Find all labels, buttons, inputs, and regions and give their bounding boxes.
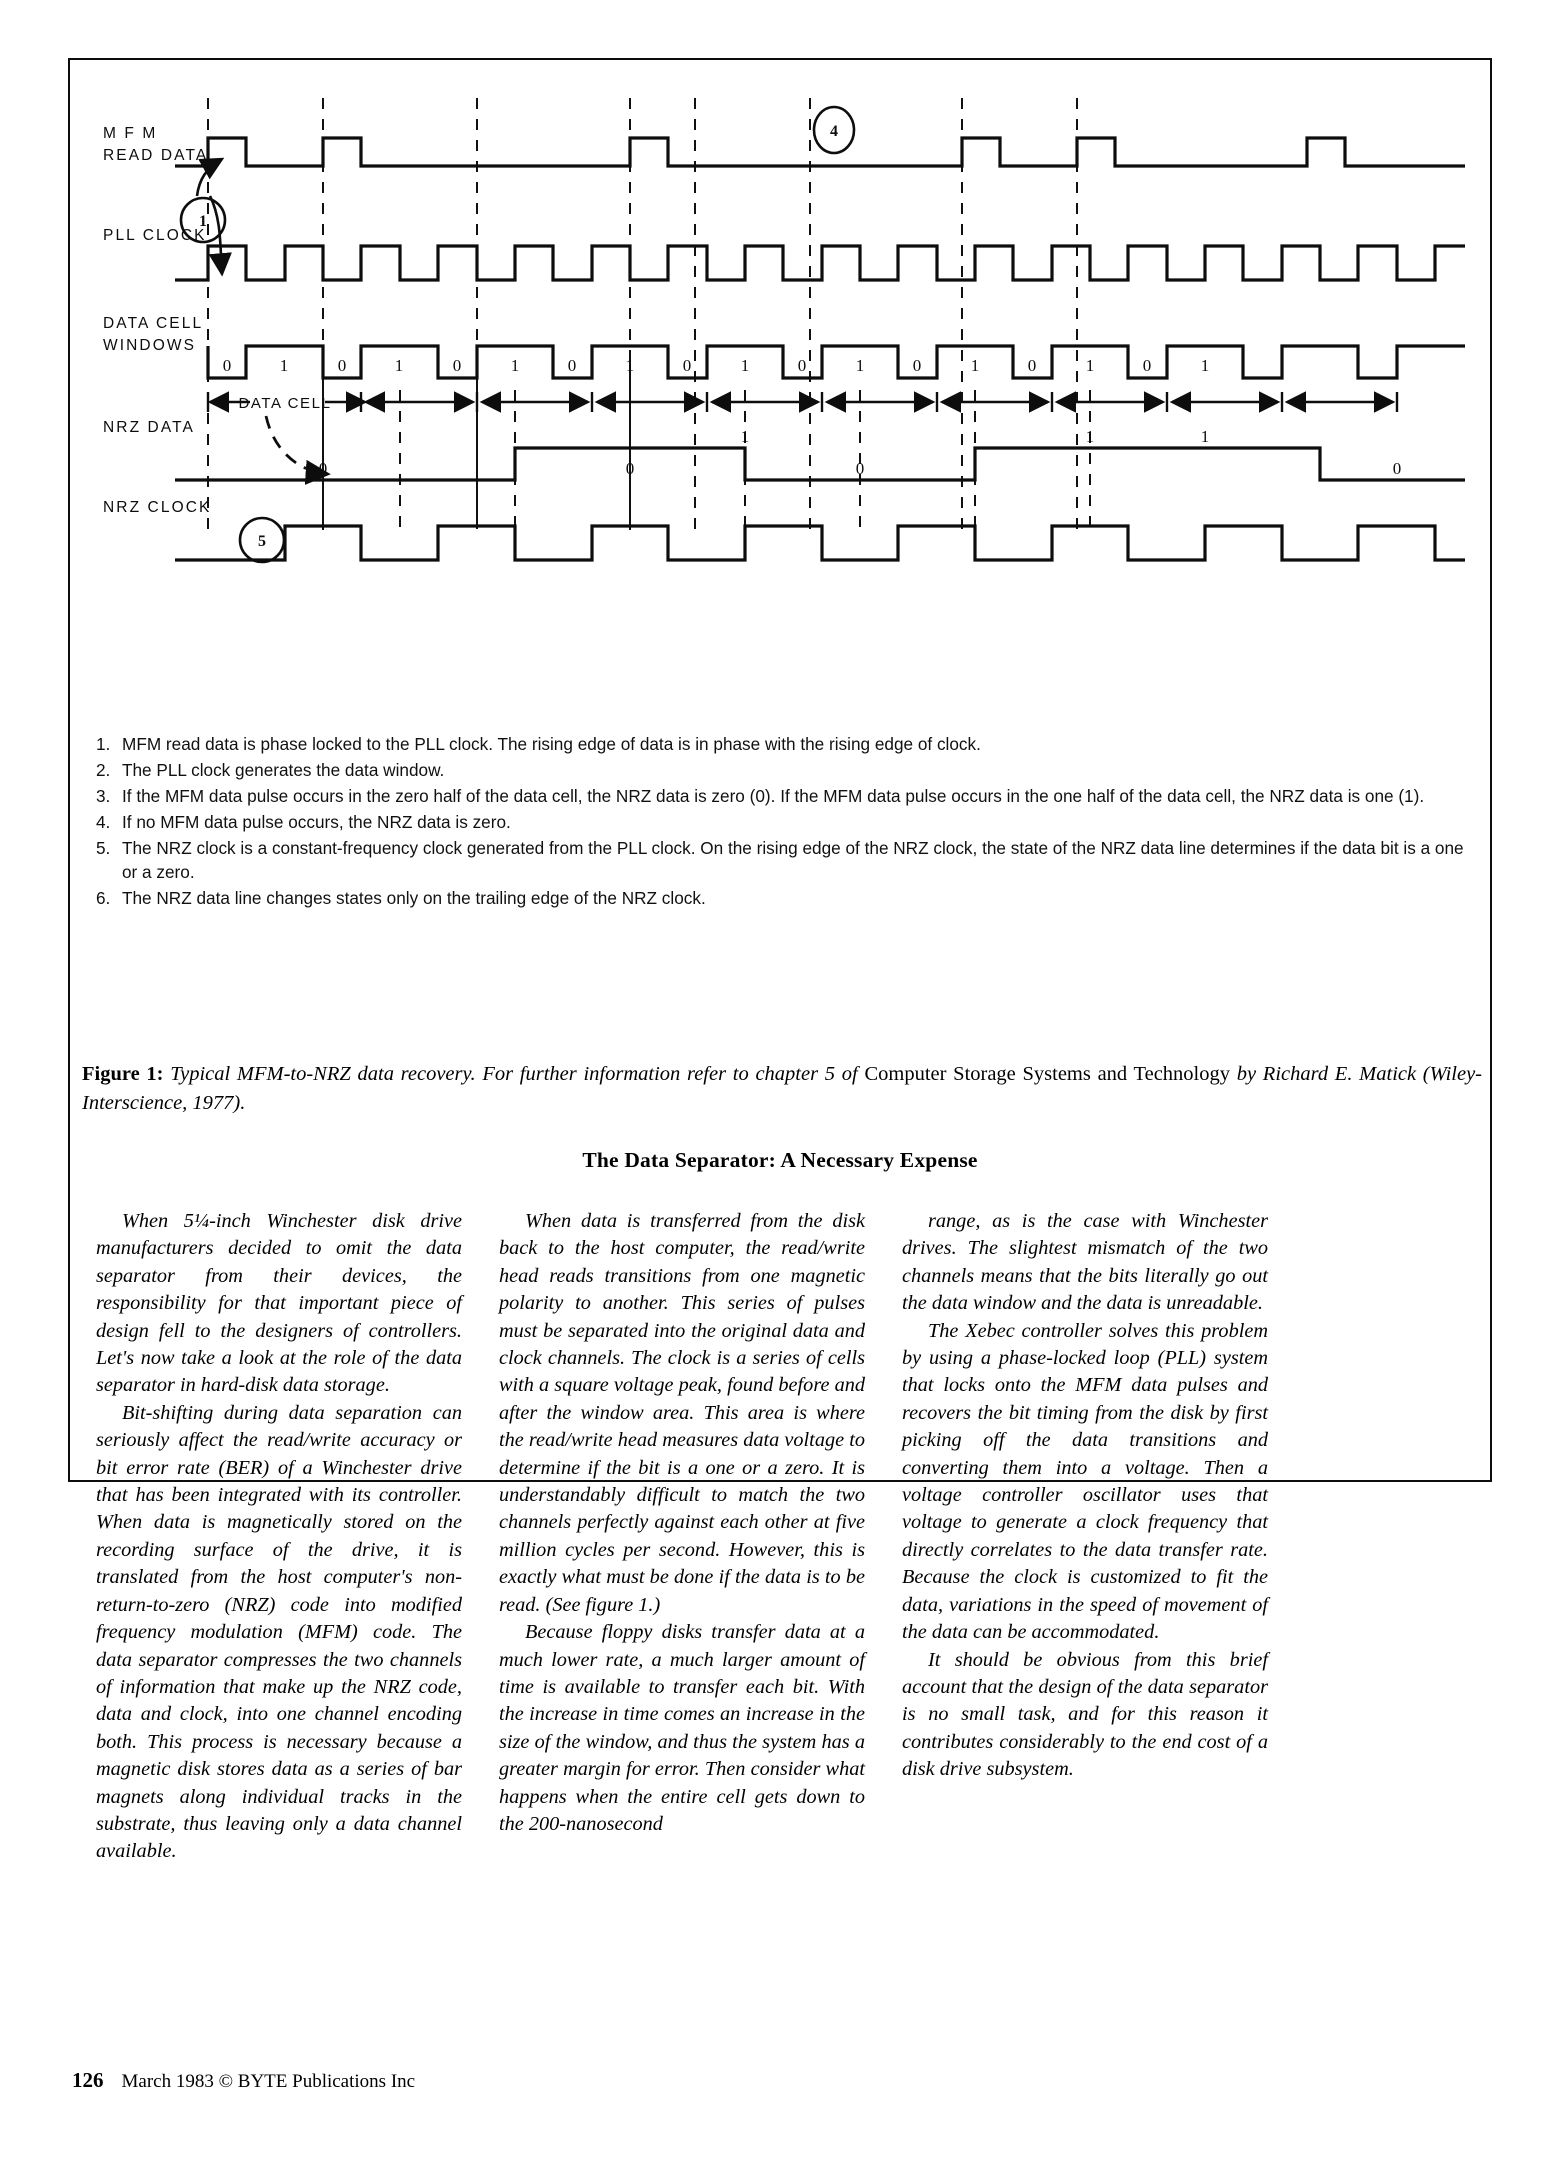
paragraph: It should be obvious from this brief account that the design of the data separator is no small task, and for this reason it contributes considerably to the end cost of a disk drive subsystem. <box>902 1648 1268 1781</box>
note-number: 1. <box>96 734 111 754</box>
note-text: If no MFM data pulse occurs, the NRZ data is zero. <box>122 811 511 832</box>
label-nrz-clock: NRZ CLOCK <box>103 499 212 516</box>
window-bit: 0 <box>452 356 462 375</box>
label-mfm-read-data-line2: READ DATA <box>103 147 209 164</box>
figure-caption-label: Figure 1: <box>82 1063 164 1085</box>
note-item <box>96 784 1464 808</box>
nrz-bit: 1 <box>740 427 750 446</box>
nrz-boundary-guides <box>323 360 1090 530</box>
section-heading: The Data Separator: A Necessary Expense <box>582 1148 978 1172</box>
waveform-mfm-read-data <box>175 138 1465 166</box>
callout-4 <box>814 107 854 153</box>
data-cell-dimension-line <box>208 392 1397 412</box>
page-footer <box>72 2068 415 2093</box>
window-bit: 0 <box>567 356 577 375</box>
callout-1-number: 1 <box>199 213 207 230</box>
waveform-pll-clock <box>175 246 1465 280</box>
window-bit: 1 <box>970 356 980 375</box>
callout-5-number: 5 <box>258 533 266 550</box>
callout-5 <box>240 518 284 562</box>
note-text: MFM read data is phase locked to the PLL clock. The rising edge of data is in phase with the rising edge of clock. <box>122 734 981 754</box>
window-bit: 0 <box>1027 356 1037 375</box>
note-text: The PLL clock generates the data window. <box>122 759 445 780</box>
window-bit: 1 <box>855 356 865 375</box>
note-item <box>96 810 1464 834</box>
waveform-nrz-data <box>175 448 1465 480</box>
data-cell-window-bit-labels <box>223 356 1210 375</box>
nrz-bit: 0 <box>855 459 865 478</box>
timing-diagram-figure <box>70 60 1490 720</box>
nrz-bit: 1 <box>1200 427 1210 446</box>
window-bit: 1 <box>625 356 635 375</box>
window-bit: 1 <box>1200 356 1210 375</box>
window-bit: 1 <box>1085 356 1095 375</box>
callout-4-number: 4 <box>830 123 838 140</box>
note-number: 6. <box>96 887 111 908</box>
body-column-2 <box>499 1208 865 1835</box>
note-text: The NRZ clock is a constant-frequency clock generated from the PLL clock. On the rising edge of the NRZ clock, the state of the NRZ data line determines if the data bit is a one or a zero. <box>122 837 1464 883</box>
note-item <box>96 758 1464 782</box>
paragraph: When 5¼-inch Winchester disk drive manufacturers decided to omit the data separator from their devices, the responsibility for that important piece of design fell to the designers of controllers. Let's now take a look at the role of the data separator in hard-disk data storage. <box>96 1210 462 1397</box>
window-bit: 0 <box>682 356 692 375</box>
paragraph: The Xebec controller solves this problem by using a phase-locked loop (PLL) system that locks onto the MFM data pulses and recovers the bit timing from the disk by first picking off the data transitions and converting them into a voltage. Then a voltage controller oscillator uses that voltage to generate a clock frequency that directly correlates to the data transfer rate. Because the clock is customized to fit the data, variations in the speed of movement of the data can be accommodated. <box>902 1319 1268 1644</box>
figure-caption-italic-2: by Richard E. Matick (Wiley-Interscience, 1977). <box>82 1063 1482 1114</box>
window-bit: 1 <box>279 356 289 375</box>
window-bit: 0 <box>797 356 807 375</box>
note-number: 2. <box>96 759 111 780</box>
window-bit: 1 <box>510 356 520 375</box>
paragraph: When data is transferred from the disk back to the host computer, the read/write head reads transitions from one magnetic polarity to another. This series of pulses must be separated into the original data and clock channels. The clock is a series of cells with a square voltage peak, found before and after the window area. This area is where the read/write head measures data voltage to determine if the bit is a one or a zero. It is understandably difficult to match the two channels perfectly against each other at five million cycles per second. However, this is exactly what must be done if the data is to be read. (See figure 1.) <box>499 1210 865 1616</box>
note-item <box>96 886 1464 910</box>
nrz-bit: 1 <box>1085 427 1095 446</box>
page-number: 126 <box>72 2068 104 2092</box>
note-number: 5. <box>96 837 111 858</box>
data-cell-dimension-label: DATA CELL <box>238 395 332 412</box>
figure-caption-italic-1: Typical MFM-to-NRZ data recovery. For further information refer to chapter 5 of <box>163 1063 865 1085</box>
waveform-nrz-clock <box>175 526 1465 560</box>
note-number: 4. <box>96 811 111 832</box>
label-mfm-read-data-line1: M F M <box>103 125 158 142</box>
window-bit: 0 <box>912 356 922 375</box>
note-item <box>96 732 1464 756</box>
footer-imprint: March 1983 © BYTE Publications Inc <box>121 2071 416 2092</box>
cell-boundary-guides <box>208 98 1077 530</box>
body-column-1 <box>96 1208 462 1863</box>
article-body <box>96 1208 1468 1863</box>
timing-diagram-svg <box>70 60 1490 720</box>
window-bit: 0 <box>222 356 232 375</box>
callout-1 <box>181 159 225 274</box>
figure-caption-roman: Computer Storage Systems and Technology <box>864 1063 1237 1085</box>
article-page-frame <box>68 58 1492 1863</box>
label-data-cell-windows-line2: WINDOWS <box>103 337 197 354</box>
label-data-cell-windows-line1: DATA CELL <box>103 315 204 332</box>
label-pll-clock: PLL CLOCK <box>103 227 207 244</box>
window-bit: 0 <box>1142 356 1152 375</box>
paragraph: range, as is the case with Winchester drives. The slightest mismatch of the two channels means that the bits literally go out the data window and the data is unreadable. <box>902 1210 1268 1315</box>
nrz-bit: 0 <box>625 459 635 478</box>
note-item <box>96 836 1464 885</box>
body-column-3 <box>902 1208 1268 1781</box>
nrz-bit: 0 <box>318 459 328 478</box>
note-text: If the MFM data pulse occurs in the zero half of the data cell, the NRZ data is zero (0). If the MFM data pulse occurs in the one half of the data cell, the NRZ data is one (1). <box>122 785 1425 806</box>
label-nrz-data: NRZ DATA <box>103 419 195 436</box>
nrz-bit: 0 <box>1392 459 1402 478</box>
note-text: The NRZ data line changes states only on the trailing edge of the NRZ clock. <box>122 887 706 908</box>
note-number: 3. <box>96 785 111 806</box>
figure-notes-list <box>96 732 1464 912</box>
window-bit: 1 <box>740 356 750 375</box>
paragraph: Because floppy disks transfer data at a much lower rate, a much larger amount of time is available to transfer each bit. With the increase in time comes an increase in the size of the window, and thus the system has a greater margin for error. Then consider what happens when the entire cell gets down to the 200-nanosecond <box>499 1621 865 1835</box>
paragraph: Bit-shifting during data separation can seriously affect the read/write accuracy or bit error rate (BER) of a Winchester drive that has been integrated with its controller. When data is magnetically stored on the recording surface of the drive, it is translated from the host computer's non-return-to-zero (NRZ) code into modified frequency modulation (MFM) code. The data separator compresses the two channels of information that make up the NRZ code, data and clock, into one channel encoding both. This process is necessary because a magnetic disk stores data as a series of bar magnets along individual tracks in the substrate, thus leaving only a data channel available. <box>96 1401 462 1863</box>
window-bit: 0 <box>337 356 347 375</box>
window-bit: 1 <box>394 356 404 375</box>
figure-caption <box>82 1060 1482 1117</box>
signal-labels <box>103 125 211 516</box>
